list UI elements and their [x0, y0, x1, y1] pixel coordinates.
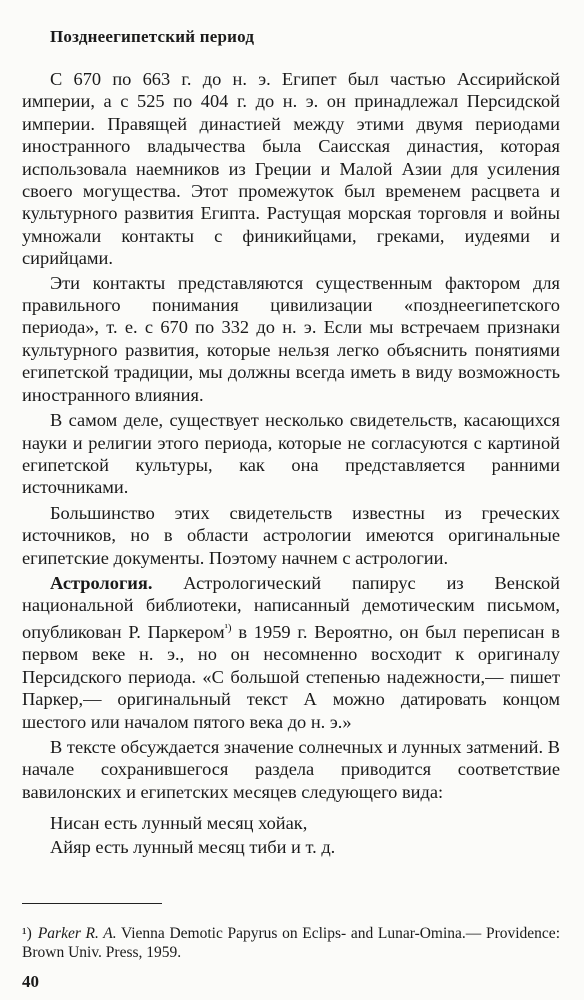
astrology-term: Астрология. — [50, 572, 153, 593]
month-correspondence-quote — [50, 811, 560, 859]
footnote-text: Vienna Demotic Papyrus on Eclips- and Lunar-Omina.— Providence: Brown Univ. Press, 1959. — [22, 925, 560, 961]
quote-line: Нисан есть лунный месяц хойак, — [50, 813, 308, 834]
footnote-reference[interactable]: ¹) — [224, 621, 232, 634]
footnote-author: Parker R. A. — [37, 925, 117, 942]
section-heading: Позднеегипетский период — [50, 27, 255, 46]
astrology-text-before-ref: Астрологический папирус из Венской национальной библиотеки, написанный демотическим письмом, опубликован Р. Паркером — [22, 572, 560, 642]
paragraph-saite-dynasty: С 670 по 663 г. до н. э. Египет был частью Ассирийской империи, а с 525 по 404 г. до н. э. он принадлежал Персидской империи. Правящей династией между этими двумя периодами иностранного владычества была Саисская династия, которая использовала наемников из Греции и Малой Азии для усиления своего могущества. Этот промежуток был временем расцвета и культурного развития Египта. Растущая морская торговля и войны умножали контакты с финикийцами, греками, иудеями и сирийцами. — [22, 69, 560, 269]
astrology-text-after-ref: в 1959 г. Вероятно, он был переписан в первом веке н. э., но он несомненно восходит к оригиналу Персидского периода. «С большой степенью надежности,— пишет Паркер,— оригинальный текст А можно датировать концом шестого или началом пятого века до н. э.» — [22, 621, 560, 732]
footnote-mark: ¹) — [22, 925, 32, 942]
footnote — [22, 924, 560, 962]
paragraph-contacts: Эти контакты представляются существенным фактором для правильного понимания цивилизации «позднеегипетского периода», т. е. с 670 по 332 до н. э. Если мы встречаем признаки культурного развития, которые нельзя легко объяснить понятиями египетской традиции, мы должны всегда иметь в виду возможность иностранного влияния. — [22, 272, 560, 405]
quote-line: Айяр есть лунный месяц тиби и т. д. — [50, 837, 336, 858]
paragraph-evidence: В самом деле, существует несколько свидетельств, касающихся науки и религии этого периода, которые не согласуются с картиной египетской культуры, как она представляется ранними источниками. — [22, 410, 560, 498]
page-number: 40 — [22, 972, 39, 991]
paragraph-eclipses: В тексте обсуждается значение солнечных и лунных затмений. В начале сохранившегося раздела приводится соответствие вавилонских и египетских месяцев следующего вида: — [22, 736, 560, 802]
paragraph-sources: Большинство этих свидетельств известны из греческих источников, но в области астрологии имеются оригинальные египетские документы. Поэтому начнем с астрологии. — [22, 502, 560, 568]
body-text — [22, 68, 560, 859]
paragraph-astrology — [22, 572, 560, 733]
footnote-divider — [22, 903, 162, 904]
